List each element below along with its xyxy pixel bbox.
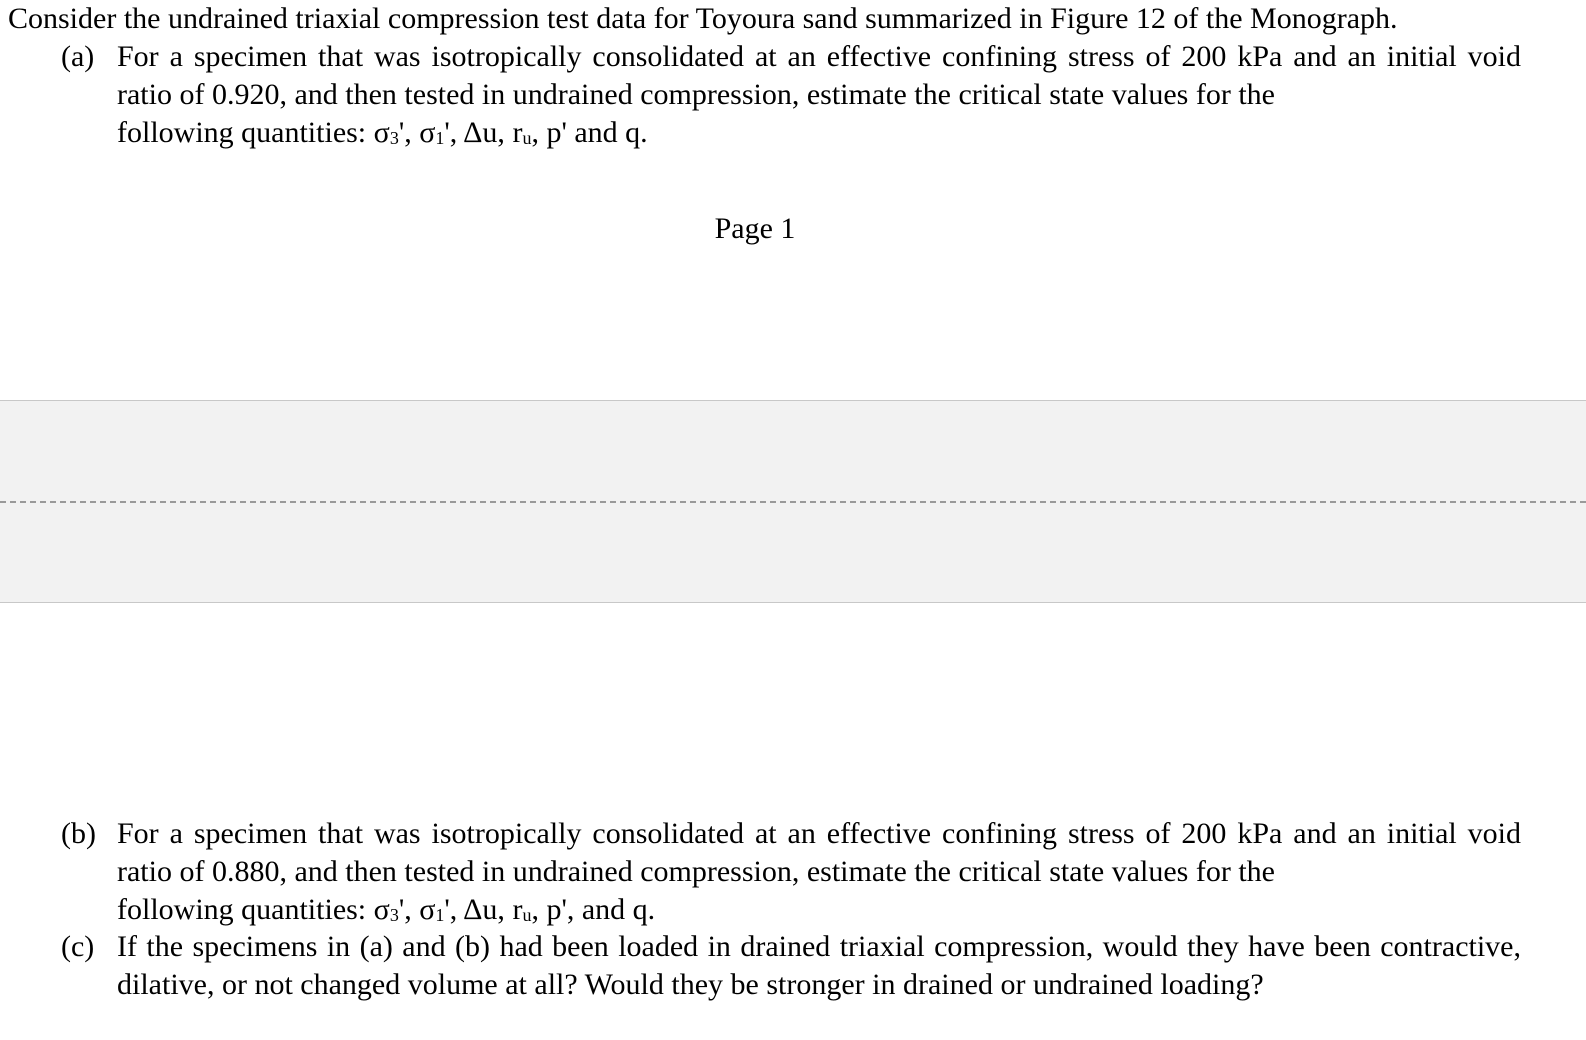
intro-paragraph: Consider the undrained triaxial compression test data for Toyoura sand summarized in Figure 12 of the Monograph. <box>8 2 1398 35</box>
item-quantities-line: following quantities: $\sigma_3'$, $\sigma_1'$, Δu, $r_u$, p', and q. <box>117 893 656 926</box>
item-text-main: For a specimen that was isotropically consolidated at an effective confining stress of 200 kPa and an initial void ratio of 0.920, and then tested in undrained compression, estimate the critical state values for the <box>117 40 1521 111</box>
page-break-line <box>0 501 1586 503</box>
sigma-symbol: σ <box>419 116 436 149</box>
question-item-c <box>61 928 1521 1004</box>
item-text <box>117 815 1521 929</box>
item-quantities-line: following quantities: $\sigma_3'$, $\sigma_1'$, Δu, $r_u$, p' and q. <box>117 116 648 149</box>
item-marker: (b) <box>61 817 96 850</box>
item-marker: (a) <box>61 40 95 73</box>
question-item-b <box>61 815 1521 929</box>
sigma-symbol: σ <box>373 893 390 926</box>
item-text <box>117 38 1521 152</box>
item-marker: (c) <box>61 930 95 963</box>
item-text: If the specimens in (a) and (b) had been loaded in drained triaxial compression, would they have been contractive, dilative, or not changed volume at all? Would they be stronger in drained or undrained loading? <box>117 930 1521 1001</box>
sigma-symbol: σ <box>419 893 436 926</box>
item-text-main: For a specimen that was isotropically consolidated at an effective confining stress of 200 kPa and an initial void ratio of 0.880, and then tested in undrained compression, estimate the critical state values for the <box>117 817 1521 888</box>
page-separator <box>0 400 1586 603</box>
question-item-a <box>61 38 1521 152</box>
sigma-symbol: σ <box>373 116 390 149</box>
page-number-label: Page 1 <box>714 212 796 245</box>
